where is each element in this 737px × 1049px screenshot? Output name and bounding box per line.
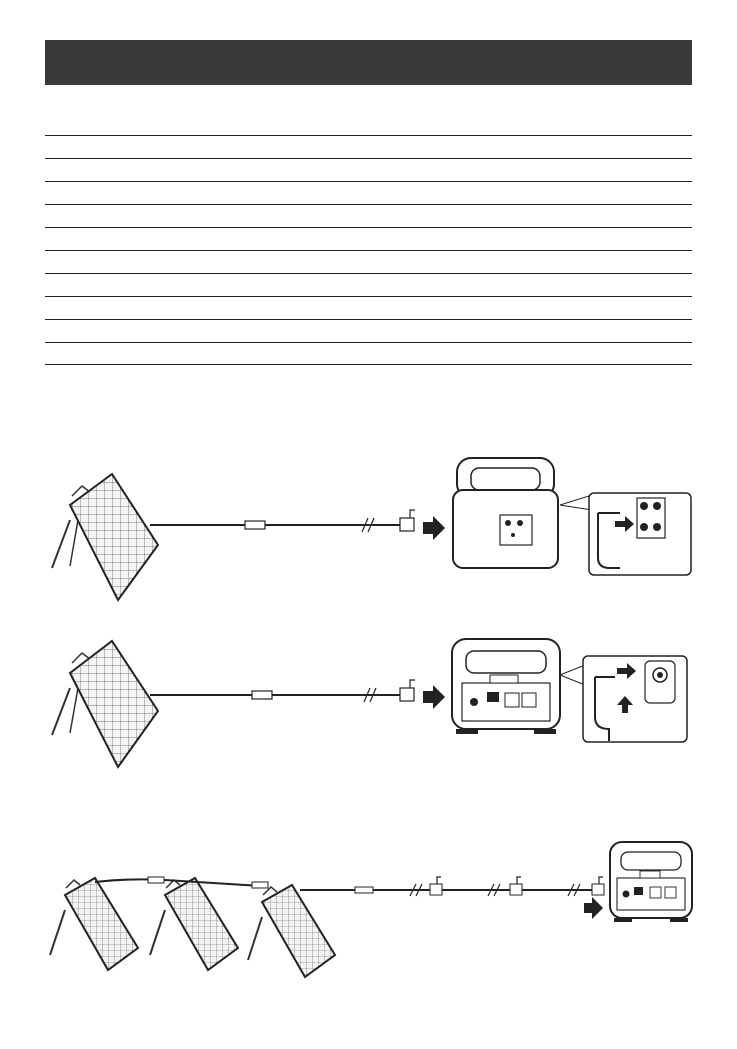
table-row xyxy=(45,296,692,319)
section-header-bar xyxy=(45,40,692,85)
table-row xyxy=(45,319,692,342)
table-row xyxy=(45,250,692,273)
power-station-large xyxy=(453,458,558,568)
table-row xyxy=(45,204,692,227)
diagram-three-panels-parallel xyxy=(0,830,737,1000)
port-detail-callout xyxy=(589,493,691,575)
table-row xyxy=(45,135,692,158)
diagram-single-panel-compact-station xyxy=(0,625,737,780)
arrow-right-icon xyxy=(584,897,603,919)
spec-table xyxy=(45,135,692,365)
solar-panel-illustration xyxy=(50,878,138,970)
solar-panel-illustration xyxy=(150,878,238,970)
port-detail-callout xyxy=(583,656,687,742)
table-row xyxy=(45,342,692,365)
solar-panel-illustration xyxy=(52,641,158,767)
solar-panel-illustration xyxy=(52,474,158,600)
cable xyxy=(150,510,415,532)
table-row xyxy=(45,227,692,250)
table-row xyxy=(45,158,692,181)
table-row xyxy=(45,181,692,204)
diagram-single-panel-large-station xyxy=(0,450,737,615)
arrow-right-icon xyxy=(423,685,445,709)
solar-panel-illustration xyxy=(248,885,335,977)
power-station-compact xyxy=(452,639,560,734)
cable xyxy=(150,680,415,702)
table-row xyxy=(45,273,692,296)
power-station-compact xyxy=(610,842,692,922)
arrow-right-icon xyxy=(423,516,445,540)
